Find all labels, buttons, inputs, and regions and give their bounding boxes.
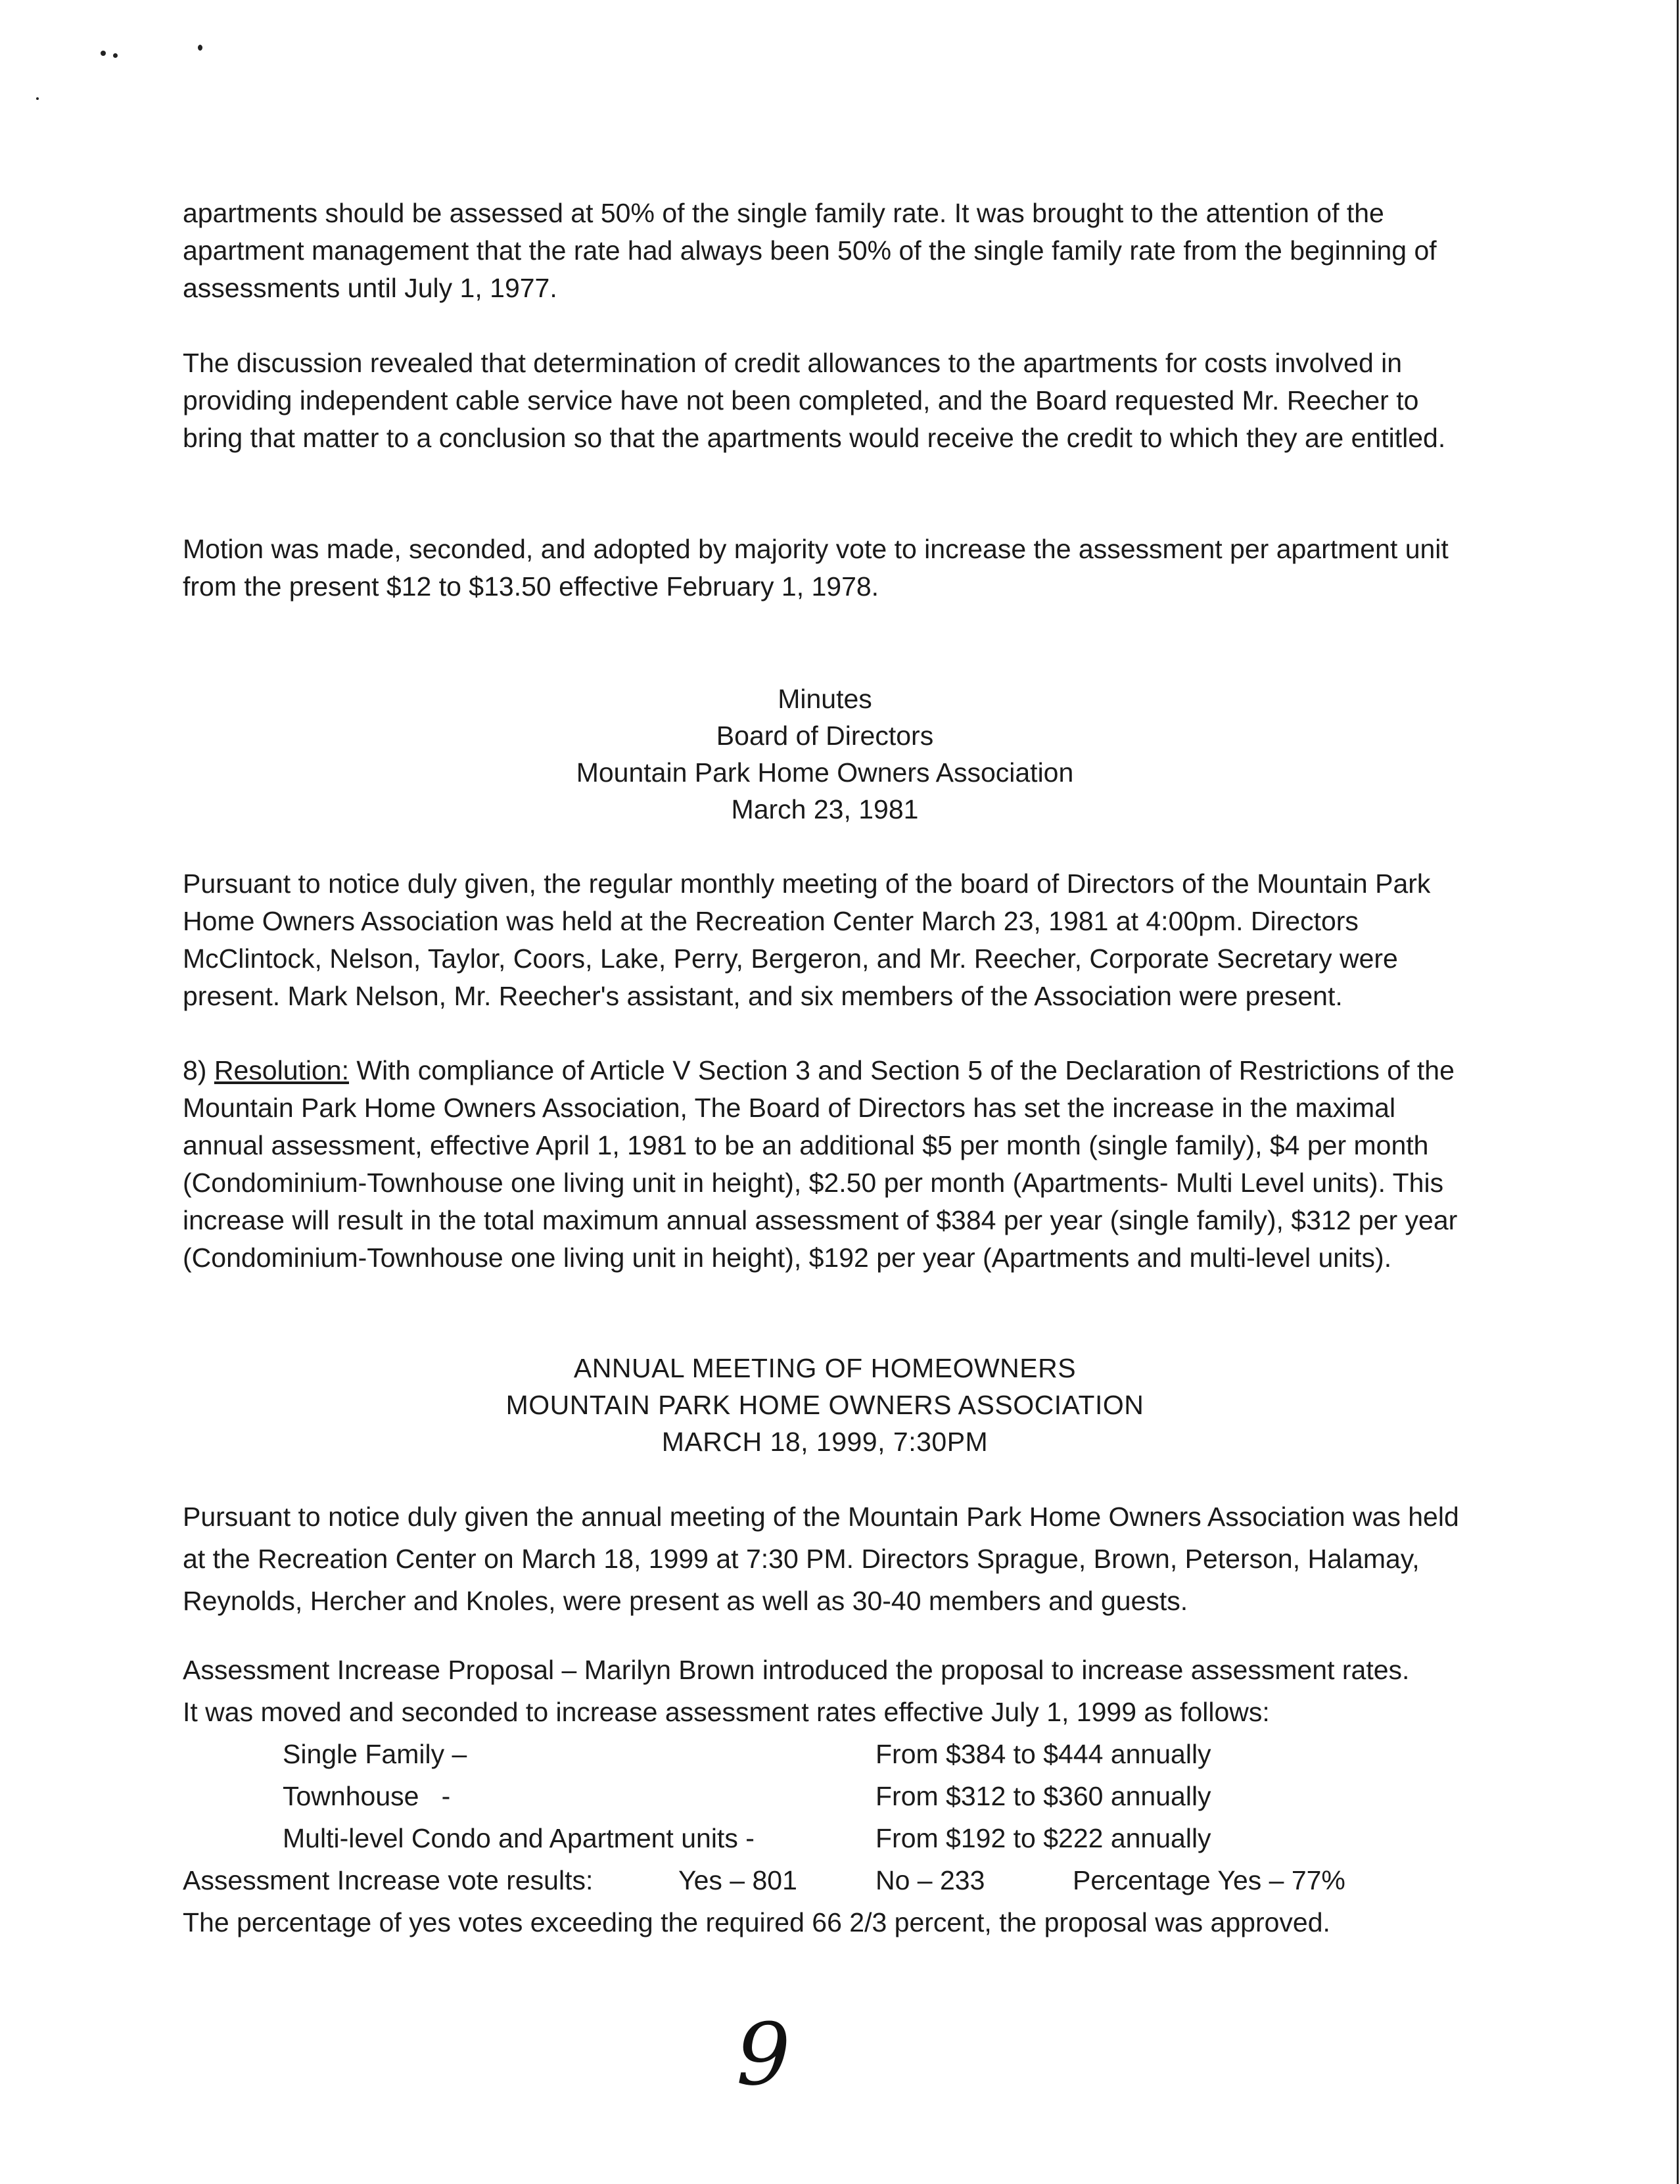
paragraph-meeting-1981: Pursuant to notice duly given, the regular monthly meeting of the board of Directors of the Mountain Park Home Owners Association was held at the Recreation Center March 23, 1981 at 4:00pm. Directors McClintock, Nelson, Taylor, Coors, Lake, Perry, Bergeron, and Mr. Reecher, Corporate Secretary were present. Mark Nelson, Mr. Reecher's assistant, and six members of the Association were present. bbox=[183, 868, 1431, 1011]
scan-edge-line bbox=[1677, 0, 1679, 2184]
scan-speck bbox=[36, 97, 39, 100]
annual-meeting-date: MARCH 18, 1999, 7:30PM bbox=[661, 1427, 989, 1457]
vote-results-label: Assessment Increase vote results: bbox=[183, 1865, 594, 1895]
paragraph-resolution bbox=[183, 1052, 1471, 1277]
rate-label-multi-level: Multi-level Condo and Apartment units - bbox=[283, 1823, 755, 1853]
scan-speck bbox=[113, 53, 118, 58]
minutes-association: Mountain Park Home Owners Association bbox=[576, 757, 1074, 788]
annual-meeting-association: MOUNTAIN PARK HOME OWNERS ASSOCIATION bbox=[505, 1390, 1144, 1420]
annual-meeting-heading bbox=[0, 1350, 1650, 1460]
scan-speck bbox=[198, 45, 202, 51]
rate-value-townhouse: From $312 to $360 annually bbox=[875, 1781, 1211, 1811]
vote-percentage-yes: Percentage Yes – 77% bbox=[1073, 1865, 1345, 1895]
paragraph-annual-meeting-1999: Pursuant to notice duly given the annual meeting of the Mountain Park Home Owners Association was held at the Recreation Center on March 18, 1999 at 7:30 PM. Directors Sprague, Brown, Peterson, Halamay, Reynolds, Hercher and Knoles, were present as well as 30-40 members and guests. bbox=[183, 1502, 1459, 1616]
page-number: 9 bbox=[736, 2005, 791, 2104]
paragraph-motion-1978: Motion was made, seconded, and adopted by majority vote to increase the assessment per apartment unit from the present $12 to $13.50 effective February 1, 1978. bbox=[183, 534, 1449, 602]
proposal-motion: It was moved and seconded to increase assessment rates effective July 1, 1999 as follows: bbox=[183, 1697, 1270, 1727]
rate-label-single-family: Single Family – bbox=[283, 1739, 467, 1769]
scan-speck bbox=[101, 51, 106, 56]
proposal-intro: Assessment Increase Proposal – Marilyn Brown introduced the proposal to increase assessment rates. bbox=[183, 1655, 1410, 1685]
vote-yes-count: Yes – 801 bbox=[678, 1865, 797, 1895]
resolution-text: With compliance of Article V Section 3 and Section 5 of the Declaration of Restrictions of the Mountain Park Home Owners Association, The Board of Directors has set the increase in the maximal annual assessment, effective April 1, 1981 to be an additional $5 per month (single family), $4 per month (Condominium-Townhouse one living unit in height), $2.50 per month (Apartments- Multi Level units). This increase will result in the total maximum annual assessment of $384 per year (single family), $312 per year (Condominium-Townhouse one living unit in height), $192 per year (Apartments and multi-level units). bbox=[183, 1055, 1458, 1273]
resolution-number: 8) bbox=[183, 1055, 207, 1085]
paragraph-apartments-rate: apartments should be assessed at 50% of the single family rate. It was brought to the attention of the apartment management that the rate had always been 50% of the single family rate from the beginning of assessments until July 1, 1977. bbox=[183, 198, 1437, 303]
rate-value-multi-level: From $192 to $222 annually bbox=[875, 1823, 1211, 1853]
minutes-heading bbox=[0, 680, 1650, 828]
annual-meeting-title: ANNUAL MEETING OF HOMEOWNERS bbox=[573, 1353, 1077, 1383]
vote-no-count: No – 233 bbox=[875, 1865, 985, 1895]
paragraph-credit-allowances: The discussion revealed that determination of credit allowances to the apartments for costs involved in providing independent cable service have not been completed, and the Board requested Mr. Reecher to bring that matter to a conclusion so that the apartments would receive the credit to which they are entitled. bbox=[183, 348, 1446, 453]
rate-label-townhouse: Townhouse - bbox=[283, 1781, 451, 1811]
minutes-title: Minutes bbox=[778, 684, 872, 714]
resolution-label: Resolution: bbox=[214, 1055, 349, 1085]
minutes-board: Board of Directors bbox=[716, 721, 934, 751]
rate-value-single-family: From $384 to $444 annually bbox=[875, 1739, 1211, 1769]
proposal-conclusion: The percentage of yes votes exceeding the required 66 2/3 percent, the proposal was approved. bbox=[183, 1907, 1330, 1937]
minutes-date: March 23, 1981 bbox=[731, 794, 919, 824]
